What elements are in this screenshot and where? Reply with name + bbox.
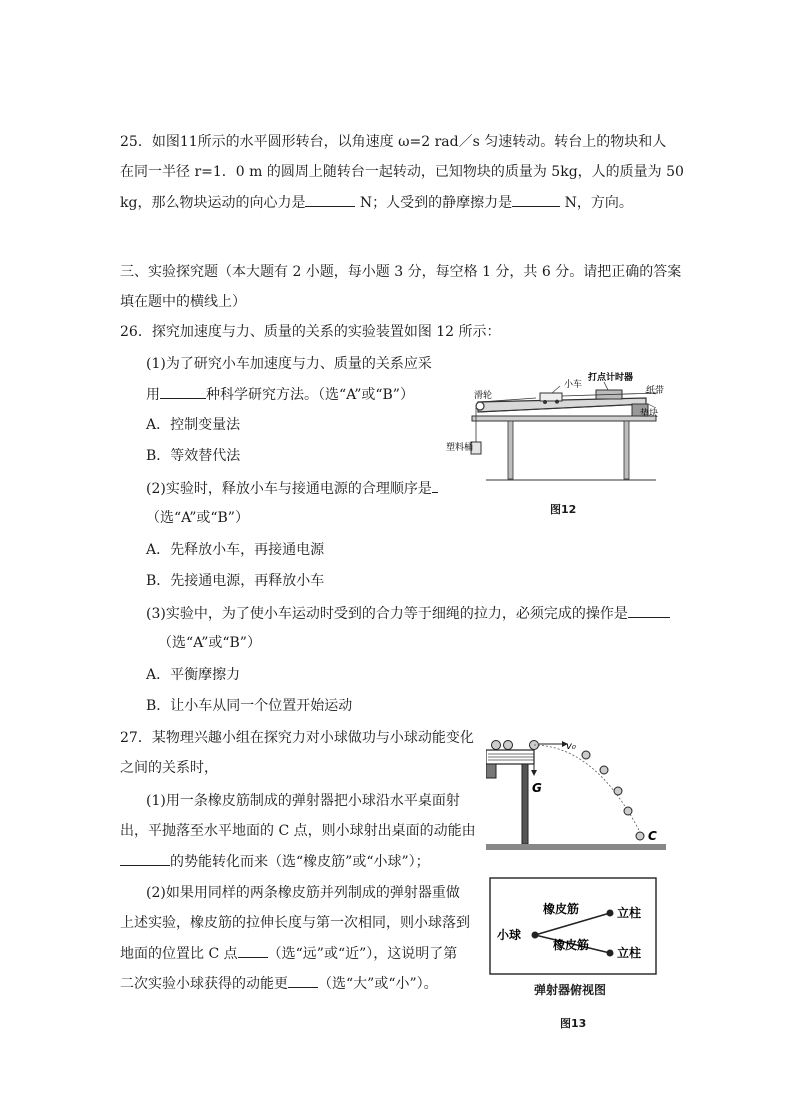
q25-line-1: 25．如图11所示的水平圆形转台，以角速度 ω=2 rad／s 匀速转动。转台上的物块和人 xyxy=(120,134,667,150)
answer-blank[interactable] xyxy=(432,478,438,493)
figure-13-subcaption: 弹射器俯视图 xyxy=(534,983,607,997)
answer-blank[interactable] xyxy=(288,973,318,988)
q27-part1-line-3 xyxy=(120,851,430,872)
section-3-heading-line-2: 填在题中的横线上） xyxy=(120,294,246,310)
answer-blank[interactable] xyxy=(628,603,670,618)
ground xyxy=(486,844,666,850)
q26-part1-text-b: 种科学研究方法。（选“A”或“B”） xyxy=(206,387,414,403)
q25-text-b: N；人受到的静摩擦力是 xyxy=(359,195,513,211)
pulley-icon xyxy=(476,402,484,410)
q26-part3-option-a: A．平衡摩擦力 xyxy=(146,667,241,683)
q27-part1-line-2: 出，平抛落至水平地面的 C 点，则小球射出桌面的动能由 xyxy=(120,823,476,839)
post-icon xyxy=(607,950,614,957)
figure-13-caption: 图13 xyxy=(560,1017,587,1030)
answer-blank[interactable] xyxy=(512,192,560,207)
figure-12-apparatus xyxy=(446,368,676,486)
q25-line-3 xyxy=(120,192,633,213)
answer-blank[interactable] xyxy=(160,384,206,399)
q27-line-2: 之间的关系时， xyxy=(120,760,218,776)
q26-part1-option-b: B．等效替代法 xyxy=(146,448,241,464)
q26-part3-line-2: （选“A”或“B”） xyxy=(158,635,261,651)
q26-part2-option-a: A．先释放小车，再接通电源 xyxy=(146,542,325,558)
answer-blank[interactable] xyxy=(238,943,268,958)
label-G: G xyxy=(532,781,542,795)
answer-blank[interactable] xyxy=(305,192,355,207)
q27-part2-text-a: 地面的位置比 C 点 xyxy=(120,946,238,962)
q26-part1-line-2 xyxy=(146,384,414,405)
q25-text-c: N，方向。 xyxy=(564,195,633,211)
label-v0: v₀ xyxy=(566,741,576,752)
ball-icon xyxy=(582,751,590,759)
q26-part1-option-a: A．控制变量法 xyxy=(146,417,241,433)
q26-part1-text-a: 用 xyxy=(146,387,160,403)
q27-part2-line-1: (2)如果用同样的两条橡皮筋并列制成的弹射器重做 xyxy=(146,885,460,901)
q27-part2-text-b: （选“远”或“近”），这说明了第 xyxy=(267,946,458,962)
q27-line-1: 27．某物理兴趣小组在探究力对小球做功与小球动能变化 xyxy=(120,730,474,746)
label-post-bottom: 立柱 xyxy=(617,946,642,960)
q27-part2-line-4 xyxy=(120,973,438,994)
q25-text-a: kg，那么物块运动的向心力是 xyxy=(120,195,306,211)
section-3-heading-line-1: 三、实验探究题（本大题有 2 小题，每小题 3 分，每空格 1 分，共 6 分。请把正确的答案 xyxy=(120,264,682,280)
q26-stem: 26．探究加速度与力、质量的关系的实验装置如图 12 所示： xyxy=(120,324,501,340)
ball-icon xyxy=(600,766,608,774)
table-leg xyxy=(508,421,513,479)
q26-part3-text: (3)实验中，为了使小车运动时受到的合力等于细绳的拉力，必须完成的操作是 xyxy=(146,606,628,622)
table-top xyxy=(472,416,656,421)
q27-part2-text-c: 二次实验小球获得的动能更 xyxy=(120,976,288,992)
figure-13-launcher-top-view xyxy=(489,877,657,975)
table-leg xyxy=(624,421,629,479)
label-rubber-top: 橡皮筋 xyxy=(543,902,580,916)
label-post-top: 立柱 xyxy=(617,906,642,920)
q26-part1-line-1: (1)为了研究小车加速度与力、质量的关系应采 xyxy=(146,356,432,372)
label-pulley: 滑轮 xyxy=(474,391,493,401)
q26-part3-line-1 xyxy=(146,603,670,624)
ball-icon xyxy=(504,741,513,750)
label-bucket: 塑料桶 xyxy=(446,443,474,453)
ball-icon xyxy=(636,832,644,840)
label-timer: 打点计时器 xyxy=(588,373,634,383)
label-ball: 小球 xyxy=(497,928,522,942)
q26-part2-text: (2)实验时，释放小车与接通电源的合理顺序是 xyxy=(146,481,432,497)
figure-12-caption: 图12 xyxy=(550,503,577,516)
label-block: 垫块 xyxy=(640,409,659,419)
label-rubber-bottom: 橡皮筋 xyxy=(553,938,590,952)
q26-part2-line-1 xyxy=(146,478,438,499)
q27-part2-line-3 xyxy=(120,943,457,964)
ball-icon xyxy=(624,807,632,815)
q26-part3-option-b: B．让小车从同一个位置开始运动 xyxy=(146,698,353,714)
q27-part1-line-1: (1)用一条橡皮筋制成的弹射器把小球沿水平桌面射 xyxy=(146,793,460,809)
figure-13-projectile xyxy=(486,736,666,854)
answer-blank[interactable] xyxy=(120,851,170,866)
label-tape: 纸带 xyxy=(646,386,665,396)
ball-icon xyxy=(492,741,501,750)
q26-part2-line-2: （选“A”或“B”） xyxy=(146,510,249,526)
q25-line-2: 在同一半径 r=1．0 m 的圆周上随转台一起转动，已知物块的质量为 5kg，人的质量为 50 xyxy=(120,164,684,180)
label-cart: 小车 xyxy=(564,380,583,390)
q27-part1-text: 的势能转化而来（选“橡皮筋”或“小球”）； xyxy=(170,854,430,870)
q27-part2-line-2: 上述实验，橡皮筋的拉伸长度与第一次相同，则小球落到 xyxy=(120,915,470,931)
label-C: C xyxy=(648,829,657,843)
q26-part2-option-b: B．先接通电源，再释放小车 xyxy=(146,573,325,589)
q27-part2-text-d: （选“大”或“小”）。 xyxy=(318,976,438,992)
post-icon xyxy=(607,910,614,917)
cart-icon xyxy=(540,393,562,401)
ball-icon xyxy=(614,787,622,795)
table-leg xyxy=(522,764,528,844)
